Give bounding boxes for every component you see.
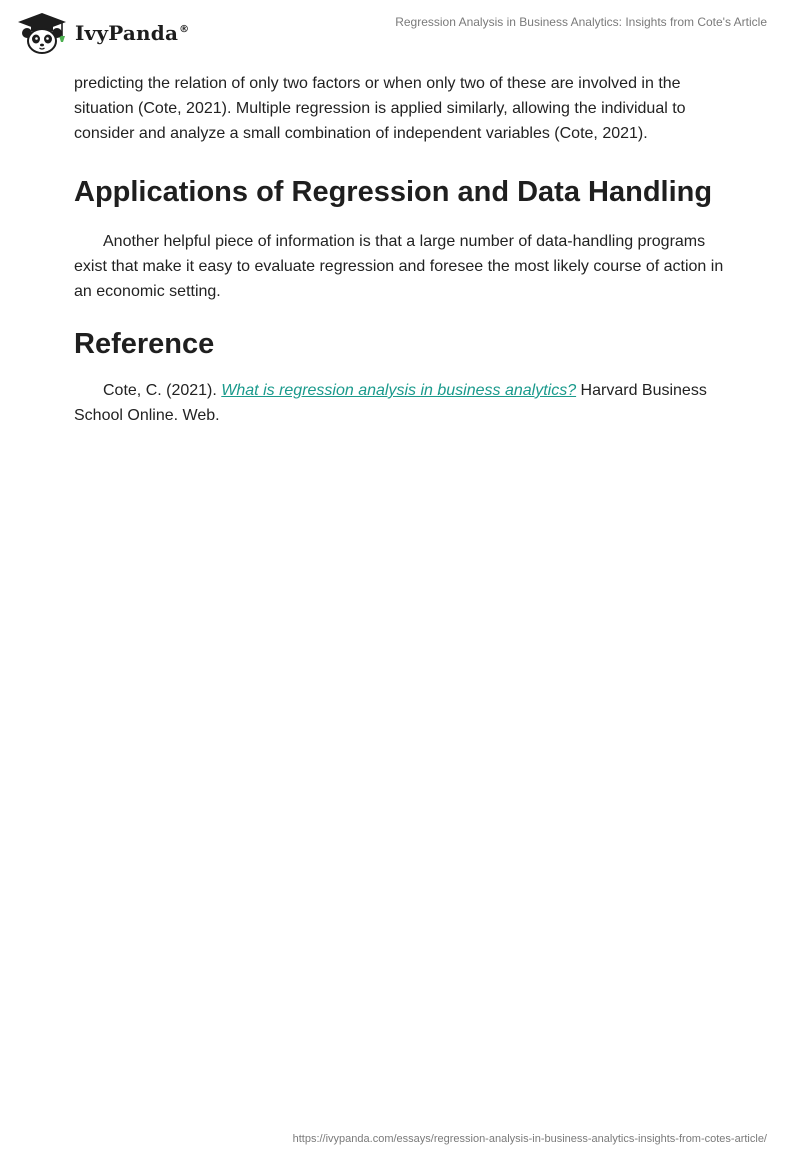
applications-paragraph: Another helpful piece of information is that a large number of data-handling programs exist that make it easy to evaluate regression and foresee the most likely course of action in an economic setting. bbox=[74, 233, 724, 300]
registered-mark: ® bbox=[179, 24, 190, 36]
essay-content bbox=[74, 71, 734, 428]
page-header bbox=[0, 0, 800, 64]
ivypanda-logo[interactable] bbox=[16, 8, 189, 58]
reference-heading: Reference bbox=[74, 328, 215, 360]
citation-link[interactable]: What is regression analysis in business analytics? bbox=[221, 382, 577, 399]
intro-paragraph: predicting the relation of only two factors or when only two of these are involved in the situation (Cote, 2021). Multiple regression is applied similarly, allowing the individual to consider and analyze a small combination of independent variables (Cote, 2021). bbox=[74, 75, 686, 142]
running-title: Regression Analysis in Business Analytics: Insights from Cote's Article bbox=[395, 15, 767, 29]
footer-source-url[interactable]: https://ivypanda.com/essays/regression-analysis-in-business-analytics-insights-from-cotes-article/ bbox=[292, 1133, 767, 1145]
reference-citation bbox=[74, 378, 734, 428]
panda-graduation-cap-icon bbox=[16, 11, 68, 55]
applications-heading: Applications of Regression and Data Handling bbox=[74, 176, 713, 208]
brand-name: IvyPanda® bbox=[75, 21, 190, 45]
citation-author-year: Cote, C. (2021). bbox=[103, 382, 222, 399]
citation-publisher: Harvard Business School Online. Web. bbox=[74, 382, 707, 424]
